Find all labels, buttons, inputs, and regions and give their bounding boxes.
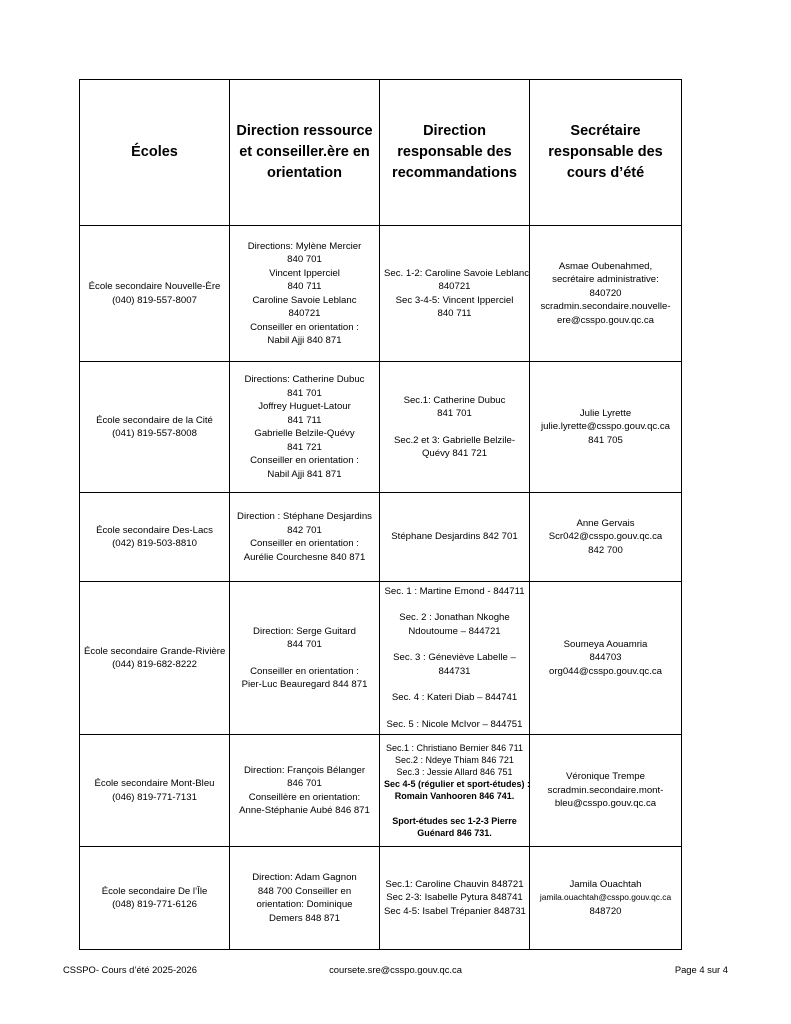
- cell-text-line: 841 711: [287, 414, 322, 426]
- cell-text-line: org044@csspo.gouv.qc.ca: [548, 665, 663, 677]
- header-direction-recommandations: [380, 80, 530, 226]
- school-cell: [80, 493, 230, 582]
- cell-text-line: Sec.2 : Ndeye Thiam 846 721: [395, 755, 514, 765]
- cell-text-line: Conseiller en orientation :: [250, 455, 359, 466]
- cell-text-line: Anne Gervais: [576, 517, 635, 529]
- cell-text-line: École secondaire De l’Île: [101, 885, 208, 897]
- cell-text-line: Directions: Mylène Mercier: [247, 240, 362, 252]
- cell-text-line: École secondaire Mont-Bleu: [94, 778, 215, 789]
- cell-text-line: bleu@csspo.gouv.qc.ca: [554, 798, 657, 810]
- header-line: recommandations: [392, 165, 517, 181]
- secretaire-cell: [530, 847, 682, 950]
- cell-text-line: (042) 819-503-8810: [112, 538, 197, 549]
- cell-text-line: Sec.2 et 3: Gabrielle Belzile-: [393, 434, 516, 446]
- cell-text-line: Sec. 4 : Kateri Diab – 844741: [391, 692, 518, 704]
- cell-text-line: Romain Vanhooren 846 741.: [394, 791, 515, 801]
- cell-text-line: Stéphane Desjardins 842 701: [391, 531, 518, 543]
- table-row: [80, 582, 682, 735]
- direction-recommandations-cell: [380, 735, 530, 847]
- cell-text-line: Sec 4-5 (régulier et sport-études) :: [384, 779, 531, 789]
- cell-text-line: (040) 819-557-8007: [112, 294, 197, 306]
- cell-text-line: Sec.1: Catherine Dubuc: [403, 394, 506, 406]
- cell-text-line: École secondaire Nouvelle-Ère: [88, 281, 221, 292]
- table-row: [80, 735, 682, 847]
- cell-text-line: Jamila Ouachtah: [569, 878, 642, 890]
- table-body: [80, 226, 682, 950]
- cell-text-line: secrétaire administrative:: [552, 274, 659, 286]
- cell-text-line: 842 700: [588, 544, 623, 556]
- header-line: responsable des: [397, 144, 512, 160]
- direction-ressource-cell: [230, 582, 380, 735]
- cell-text-line: Julie Lyrette: [579, 407, 632, 419]
- cell-text-line: 848720: [589, 905, 622, 917]
- cell-text-line: Vincent Ipperciel: [269, 267, 340, 279]
- cell-text-line: Sec 3-4-5: Vincent Ipperciel: [395, 294, 514, 306]
- direction-recommandations-cell: [380, 582, 530, 735]
- line-spacer: [234, 652, 375, 665]
- line-spacer: [384, 421, 525, 434]
- cell-text-line: Sec. 3 : Géneviève Labelle –: [393, 652, 516, 664]
- cell-text-line: Joffrey Huguet-Latour: [258, 401, 351, 412]
- cell-text-line: Ndoutoume – 844721: [408, 625, 501, 637]
- header-direction-ressource: [230, 80, 380, 226]
- table-row: [80, 226, 682, 362]
- cell-text-line: Directions: Catherine Dubuc: [244, 374, 365, 385]
- direction-recommandations-cell: [380, 493, 530, 582]
- table-row: [80, 493, 682, 582]
- footer-left-text: CSSPO- Cours d’été 2025-2026: [63, 964, 197, 975]
- school-cell: [80, 226, 230, 362]
- cell-text-line: 841 701: [287, 387, 322, 399]
- cell-text-line: Scr042@csspo.gouv.qc.ca: [548, 531, 663, 543]
- cell-text-line: Sec. 2 : Jonathan Nkoghe: [399, 612, 510, 624]
- header-line: Écoles: [131, 144, 178, 160]
- direction-ressource-cell: [230, 362, 380, 493]
- cell-text-line: Direction : Stéphane Desjardins: [237, 511, 372, 522]
- header-line: cours d’été: [566, 165, 645, 181]
- cell-text-line: 844703: [589, 652, 622, 664]
- line-spacer: [384, 705, 525, 718]
- cell-text-line: 840721: [288, 308, 321, 319]
- table-header-row: [80, 80, 682, 226]
- cell-text-line: Nabil Ajji 841 871: [267, 468, 342, 480]
- direction-ressource-cell: [230, 226, 380, 362]
- direction-recommandations-cell: [380, 362, 530, 493]
- line-spacer: [384, 802, 525, 815]
- school-cell: [80, 735, 230, 847]
- cell-text-line: 840 711: [287, 281, 322, 292]
- cell-text-line: 840721: [438, 281, 471, 292]
- cell-text-line: 846 701: [287, 778, 322, 789]
- cell-text-line: Aurélie Courchesne 840 871: [243, 551, 366, 563]
- cell-text-line: 840 711: [437, 308, 472, 319]
- cell-text-line: (046) 819-771-7131: [112, 791, 197, 803]
- cell-text-line: Nabil Ajji 840 871: [267, 335, 342, 346]
- cell-text-line: Sec. 1 : Martine Emond - 844711: [384, 585, 525, 597]
- school-cell: [80, 362, 230, 493]
- cell-text-line: ere@csspo.gouv.qc.ca: [556, 314, 655, 326]
- cell-text-line: Véronique Trempe: [566, 771, 645, 783]
- cell-text-line: Sec.1 : Christiano Bernier 846 711: [386, 743, 523, 753]
- cell-text-line: Sec.1: Caroline Chauvin 848721: [385, 878, 524, 890]
- direction-ressource-cell: [230, 847, 380, 950]
- header-line: Direction ressource: [236, 123, 373, 139]
- cell-text-line: 848 700 Conseiller en: [257, 885, 352, 897]
- cell-text-line: Sport-études sec 1-2-3 Pierre: [392, 816, 517, 826]
- cell-text-line: École secondaire Grande-Rivière: [84, 645, 226, 657]
- header-line: responsable des: [548, 144, 663, 160]
- cell-text-line: Direction: François Bélanger: [243, 764, 366, 776]
- direction-recommandations-cell: [380, 226, 530, 362]
- line-spacer: [384, 598, 525, 611]
- cell-text-line: scradmin.secondaire.nouvelle-: [540, 301, 671, 313]
- direction-recommandations-cell: [380, 847, 530, 950]
- cell-text-line: 841 701: [437, 408, 472, 419]
- cell-text-line: julie.lyrette@csspo.gouv.qc.ca: [540, 421, 670, 433]
- cell-text-line: 844731: [438, 665, 471, 677]
- secretaire-cell: [530, 226, 682, 362]
- cell-text-line: École secondaire de la Cité: [96, 414, 213, 426]
- cell-text-line: Quévy 841 721: [421, 448, 488, 459]
- school-cell: [80, 847, 230, 950]
- cell-text-line: 844 701: [287, 639, 322, 650]
- cell-text-line: Caroline Savoie Leblanc: [252, 294, 357, 306]
- footer-page-number: Page 4 sur 4: [674, 964, 728, 975]
- cell-text-line: Soumeya Aouamria: [563, 638, 648, 650]
- cell-text-line: (041) 819-557-8008: [112, 428, 197, 439]
- header-line: Direction: [423, 123, 486, 139]
- secretaire-cell: [530, 735, 682, 847]
- cell-text-line: Asmae Oubenahmed,: [558, 260, 653, 272]
- cell-text-line: jamila.ouachtah@csspo.gouv.qc.ca: [539, 892, 672, 903]
- cell-text-line: 842 701: [287, 524, 322, 536]
- header-line: orientation: [267, 165, 342, 181]
- table-row: [80, 847, 682, 950]
- cell-text-line: (044) 819-682-8222: [112, 659, 197, 670]
- cell-text-line: Guénard 846 731.: [417, 828, 492, 838]
- secretaire-cell: [530, 582, 682, 735]
- line-spacer: [384, 678, 525, 691]
- direction-ressource-cell: [230, 735, 380, 847]
- cell-text-line: 840720: [589, 287, 622, 299]
- cell-text-line: Sec. 1-2: Caroline Savoie Leblanc: [384, 267, 530, 279]
- school-cell: [80, 582, 230, 735]
- cell-text-line: 841 705: [588, 434, 623, 446]
- cell-text-line: Direction: Serge Guitard: [253, 625, 356, 637]
- schools-table: [79, 79, 682, 950]
- cell-text-line: (048) 819-771-6126: [112, 899, 197, 910]
- secretaire-cell: [530, 493, 682, 582]
- cell-text-line: Sec. 5 : Nicole McIvor – 844751: [386, 718, 523, 730]
- cell-text-line: Direction: Adam Gagnon: [252, 872, 357, 883]
- direction-ressource-cell: [230, 493, 380, 582]
- header-line: Secrétaire: [570, 123, 641, 139]
- cell-text-line: Sec.3 : Jessie Allard 846 751: [396, 767, 513, 777]
- cell-text-line: 841 721: [287, 441, 322, 453]
- secretaire-cell: [530, 362, 682, 493]
- cell-text-line: scradmin.secondaire.mont-: [547, 784, 664, 796]
- cell-text-line: École secondaire Des-Lacs: [96, 524, 213, 536]
- table-row: [80, 362, 682, 493]
- cell-text-line: Conseiller en orientation :: [250, 538, 359, 549]
- cell-text-line: Conseiller en orientation :: [250, 321, 359, 333]
- footer-email-text: coursete.sre@csspo.gouv.qc.ca: [329, 964, 462, 975]
- line-spacer: [384, 638, 525, 651]
- cell-text-line: Conseillère en orientation:: [248, 791, 361, 803]
- header-secretaire: [530, 80, 682, 226]
- cell-text-line: Conseiller en orientation :: [250, 665, 359, 677]
- cell-text-line: orientation: Dominique: [256, 899, 353, 910]
- cell-text-line: 840 701: [287, 254, 322, 265]
- cell-text-line: Demers 848 871: [269, 912, 340, 924]
- cell-text-line: Anne-Stéphanie Aubé 846 871: [239, 805, 370, 816]
- header-ecoles: [80, 80, 230, 226]
- cell-text-line: Sec 2-3: Isabelle Pytura 848741: [386, 892, 523, 904]
- cell-text-line: Sec 4-5: Isabel Trépanier 848731: [384, 905, 526, 917]
- cell-text-line: Gabrielle Belzile-Quévy: [254, 428, 355, 439]
- header-line: et conseiller.ère en: [239, 144, 370, 160]
- cell-text-line: Pier-Luc Beauregard 844 871: [241, 679, 368, 690]
